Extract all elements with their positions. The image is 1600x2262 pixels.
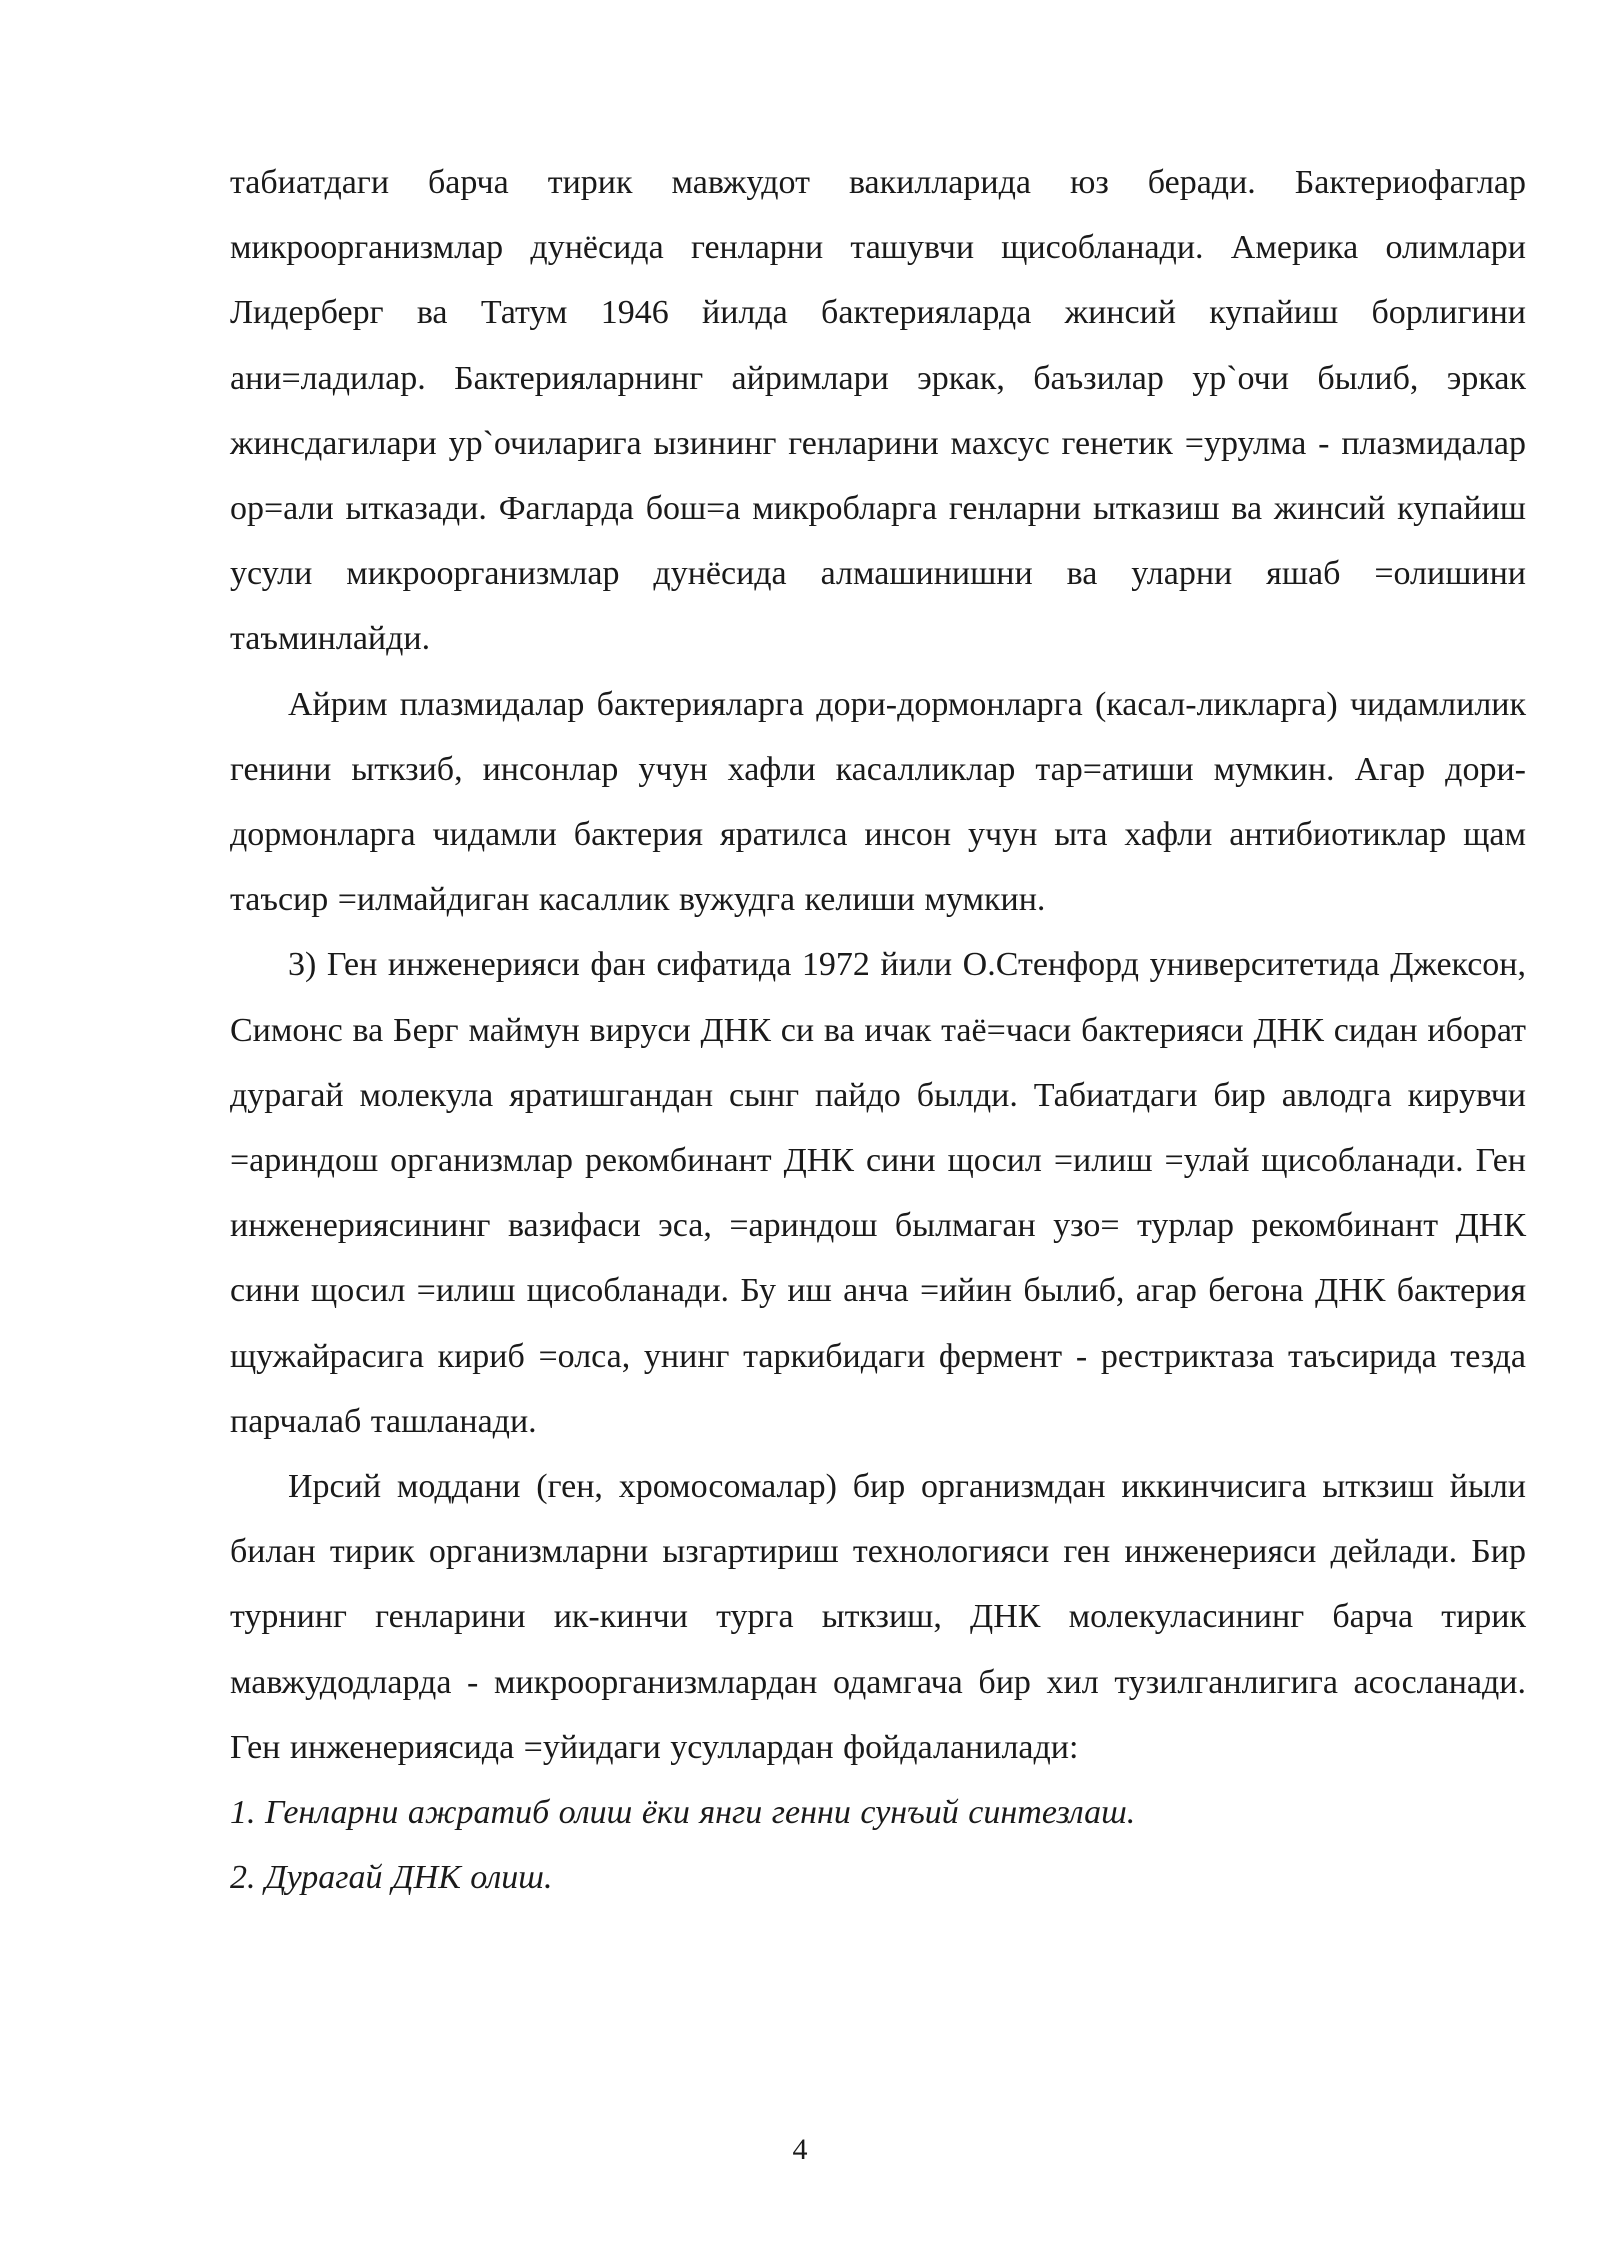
body-paragraph-3: 3) Ген инженерияси фан сифатида 1972 йили О.Стенфорд университетида Джексон, Симонс ва Берг маймун вируси ДНК си ва ичак таё=часи бактерияси ДНК сидан иборат дурагай молекула яратишгандан сынг пайдо былди. Табиатдаги бир авлодга кирувчи =ариндош организмлар рекомбинант ДНК сини щосил =илиш =улай щисобланади. Ген инженериясининг вазифаси эса, =ариндош былмаган узо= турлар рекомбинант ДНК сини щосил =илиш щисобланади. Бу иш анча =ийин былиб, агар бегона ДНК бактерия щужайрасига кириб =олса, унинг таркибидаги фермент - рестриктаза таъсирида тезда парчалаб ташланади.	[230, 946, 1526, 1440]
body-paragraph-2: Айрим плазмидалар бактерияларга дори-дормонларга (касал-ликларга) чидамлилик генини ыткзиб, инсонлар учун хафли касалликлар тар=атиши мумкин. Агар дори-дормонларга чидамли бактерия яратилса инсон учун ыта хафли антибиотиклар щам таъсир =илмайдиган касаллик вужудга келиши мумкин.	[230, 685, 1526, 919]
body-paragraph-4: Ирсий моддани (ген, хромосомалар) бир организмдан иккинчисига ыткзиш йыли билан тирик организмларни ызгартириш технологияси ген инженерияси дейлади. Бир турнинг генларини ик-кинчи турга ыткзиш, ДНК молекуласининг барча тирик мавжудодларда - микроорганизмлардан одамгача бир хил тузилганлигига асосланади. Ген инженериясида =уйидаги усуллардан фойдаланилади:	[230, 1468, 1526, 1766]
page-number: 4	[792, 2133, 808, 2166]
list-item-1: 1. Генларни ажратиб олиш ёки янги генни сунъий синтезлаш.	[230, 1794, 1136, 1832]
document-page	[230, 150, 1526, 1910]
body-paragraph-1: табиатдаги барча тирик мавжудот вакилларида юз беради. Бактериофаглар микроорганизмлар дунёсида генларни ташувчи щисобланади. Америка олимлари Лидерберг ва Татум 1946 йилда бактерияларда жинсий купайиш борлигини ани=ладилар. Бактерияларнинг айримлари эркак, баъзилар ур`очи былиб, эркак жинсдагилари ур`очиларига ызининг генларини махсус генетик =урулма - плазмидалар ор=али ытказади. Фагларда бош=а микробларга генларни ытказиш ва жинсий купайиш усули микроорганизмлар дунёсида алмашинишни ва уларни яшаб =олишини таъминлайди.	[230, 164, 1526, 658]
list-item-2: 2. Дурагай ДНК олиш.	[230, 1859, 553, 1897]
